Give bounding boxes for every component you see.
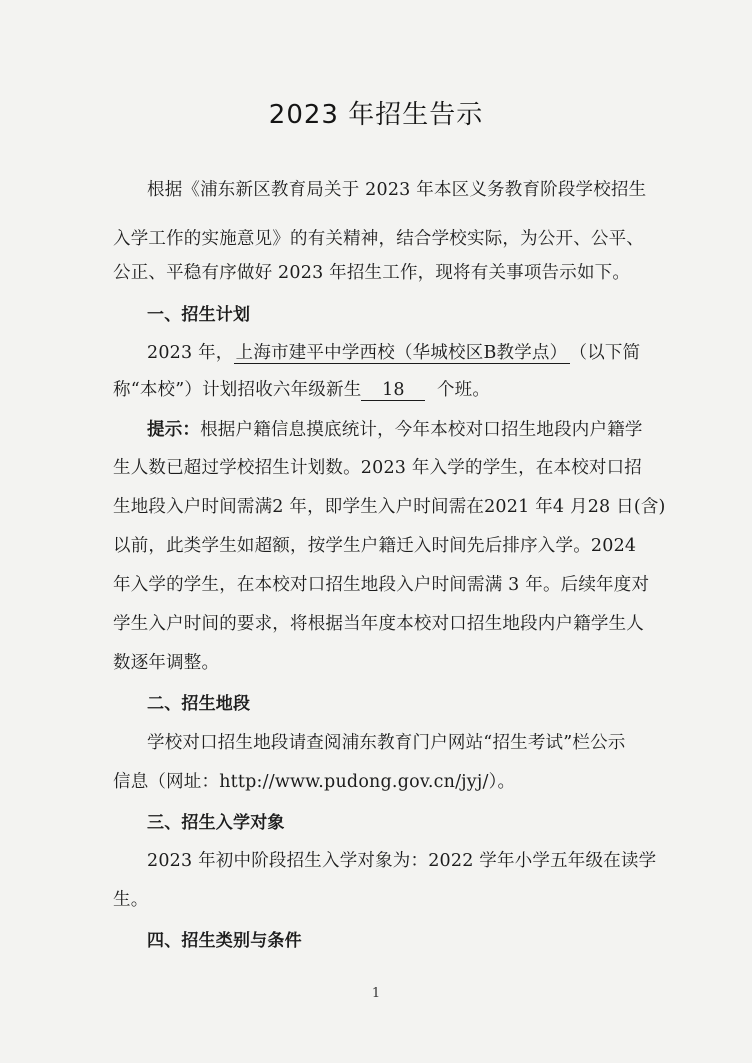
intro-line-2: 入学工作的实施意见》的有关精神，结合学校实际，为公开、公平、 [113,229,644,249]
district-line-2: 信息（网址：http://www.pudong.gov.cn/jyj/）。 [113,772,516,792]
tip-line-1 [147,418,643,442]
class-count-field: 18 [361,380,425,401]
tip-line-2: 生人数已超过学校招生计划数。2023 年入学的学生，在本校对口招 [113,458,642,478]
plan-line-2 [113,378,490,402]
tip-line-3: 生地段入户时间需满2 年，即学生入户时间需在2021 年4 月28 日(含) [113,497,666,517]
tip-line-4: 以前，此类学生如超额，按学生户籍迁入时间先后排序入学。2024 [113,536,637,556]
tip-line-6: 学生入户时间的要求，将根据当年度本校对口招生地段内户籍学生人 [113,614,644,634]
tip-line-7: 数逐年调整。 [113,653,220,673]
section-heading-plan: 一、招生计划 [147,305,251,325]
page-number: 1 [371,986,381,1001]
plan-line2-prefix: 称“本校”）计划招收六年级新生 [113,380,362,400]
target-line-2: 生。 [113,890,149,910]
district-line-1: 学校对口招生地段请查阅浦东教育门户网站“招生考试”栏公示 [147,733,626,753]
tip-line-5: 年入学的学生，在本校对口招生地段入户时间需满 3 年。后续年度对 [113,575,650,595]
section-heading-target: 三、招生入学对象 [147,813,285,833]
plan-line-1 [147,341,640,365]
section-heading-district: 二、招生地段 [147,694,251,714]
page-title: 2023 年招生告示 [268,100,484,130]
tip-label: 提示： [147,420,201,440]
section-heading-category: 四、招生类别与条件 [147,931,302,951]
target-line-1: 2023 年初中阶段招生入学对象为：2022 学年小学五年级在读学 [147,851,657,871]
plan-year-text: 2023 年， [147,343,234,363]
plan-line2-suffix: 个班。 [436,380,491,400]
plan-line1-suffix: （以下简 [569,343,641,363]
tip-first-text: 根据户籍信息摸底统计，今年本校对口招生地段内户籍学 [200,420,643,440]
intro-line-1: 根据《浦东新区教育局关于 2023 年本区义务教育阶段学校招生 [147,180,647,200]
school-name-field: 上海市建平中学西校（华城校区B教学点） [234,343,570,364]
intro-line-3: 公正、平稳有序做好 2023 年招生工作，现将有关事项告示如下。 [113,263,631,283]
